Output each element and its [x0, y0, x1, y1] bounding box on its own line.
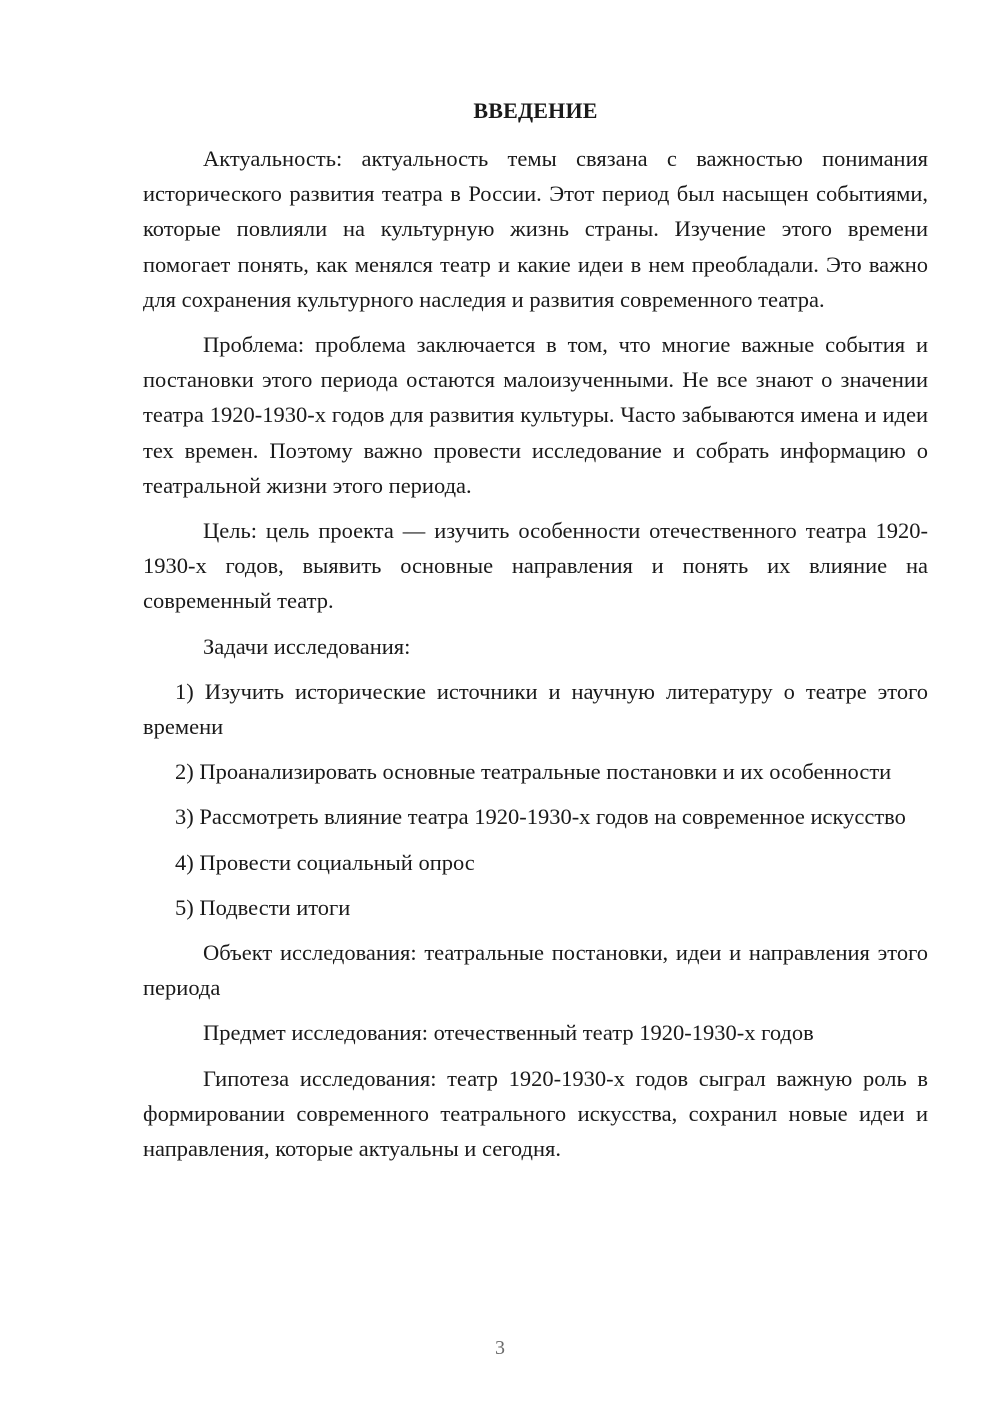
task-item-5: 5) Подвести итоги: [175, 894, 351, 920]
document-body: [143, 141, 928, 1176]
page-number: 3: [495, 1337, 505, 1359]
paragraph-problem: Проблема: проблема заключается в том, что многие важные события и постановки этого периода остаются малоизученными. Не все знают о значении театра 1920-1930-х годов для развития культуры. Часто забываются имена и идеи тех времен. Поэтому важно провести исследование и собрать информацию о театральной жизни этого периода.: [143, 332, 928, 498]
paragraph-relevance: Актуальность: актуальность темы связана с важностью понимания исторического развития театра в России. Этот период был насыщен событиями, которые повлияли на культурную жизнь страны. Изучение этого времени помогает понять, как менялся театр и какие идеи в нем преобладали. Это важно для сохранения культурного наследия и развития современного театра.: [143, 146, 928, 312]
paragraph-goal: Цель: цель проекта — изучить особенности отечественного театра 1920-1930-х годов, выявить основные направления и понять их влияние на современный театр.: [143, 518, 928, 614]
paragraph-subject: Предмет исследования: отечественный театр 1920-1930-х годов: [203, 1020, 814, 1046]
paragraph-hypothesis: Гипотеза исследования: театр 1920-1930-х годов сыграл важную роль в формировании современного театрального искусства, сохранил новые идеи и направления, которые актуальны и сегодня.: [143, 1065, 928, 1162]
tasks-heading: Задачи исследования:: [203, 633, 411, 659]
task-item-3: 3) Рассмотреть влияние театра 1920-1930-х годов на современное искусство: [175, 804, 906, 830]
task-item-1: 1) Изучить исторические источники и научную литературу о театре этого времени: [143, 678, 928, 740]
paragraph-object: Объект исследования: театральные постановки, идеи и направления этого периода: [143, 940, 928, 1001]
section-title: ВВЕДЕНИЕ: [473, 98, 598, 123]
task-item-2: 2) Проанализировать основные театральные постановки и их особенности: [175, 759, 892, 785]
task-item-4: 4) Провести социальный опрос: [175, 849, 475, 875]
